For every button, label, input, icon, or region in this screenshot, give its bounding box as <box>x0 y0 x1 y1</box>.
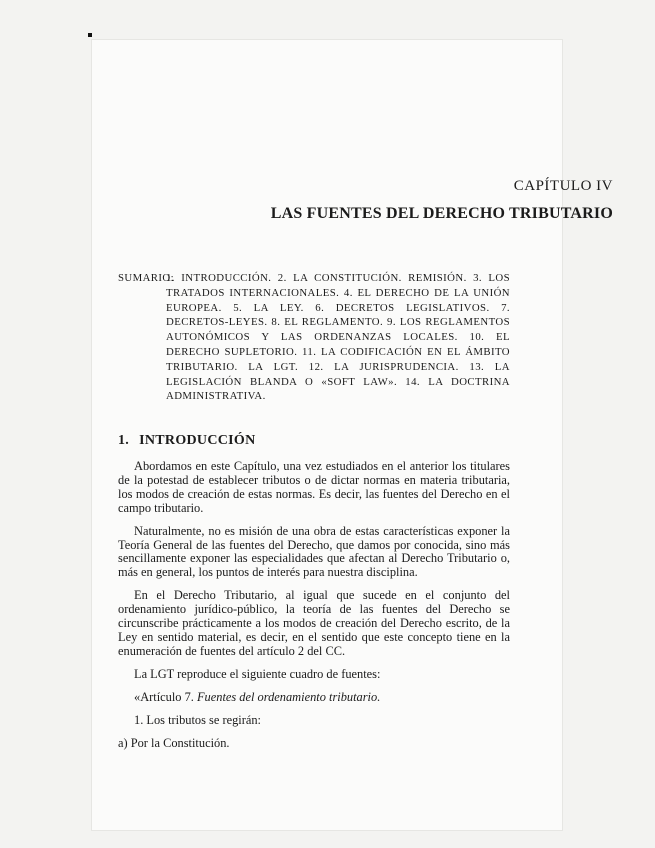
article-prefix: «Artículo 7. <box>134 689 197 704</box>
chapter-summary <box>118 271 510 404</box>
section-heading <box>118 433 266 449</box>
chapter-label: CAPÍTULO IV <box>513 178 613 194</box>
article-title: Fuentes del ordenamiento tributario. <box>196 689 381 704</box>
section-title: INTRODUCCIÓN <box>139 433 256 448</box>
summary-text: 1. INTRODUCCIÓN. 2. LA CONSTITUCIÓN. REMISIÓN. 3. LOS TRATADOS INTERNACIONALES. 4. EL DERECHO DE LA UNIÓN EUROPEA. 5. LA LEY. 6. DECRETOS LEGISLATIVOS. 7. DECRETOS-LEYES. 8. EL REGLAMENTO. 9. LOS REGLAMENTOS AUTONÓMICOS Y LAS ORDENANZAS LOCALES. 10. EL DERECHO SUPLETORIO. 11. LA CODIFICACIÓN EN EL ÁMBITO TRIBUTARIO. LA LGT. 12. LA JURISPRUDENCIA. 13. LA LEGISLACIÓN BLANDA O «SOFT LAW». 14. LA DOCTRINA ADMINISTRATIVA. <box>166 272 510 403</box>
paragraph: Abordamos en este Capítulo, una vez estudiados en el anterior los titulares de la potestad de establecer tributos o de dictar normas en materia tributaria, los modos de creación de estas normas. Es decir, las fuentes del Derecho en el campo tributario. <box>118 459 510 515</box>
scan-mark <box>88 33 92 37</box>
article-clause: 1. Los tributos se regirán: <box>134 712 261 727</box>
section-number: 1. <box>118 433 130 448</box>
body-text <box>118 460 510 759</box>
summary-label: SUMARIO: <box>118 272 174 284</box>
paragraph: Naturalmente, no es misión de una obra de estas características exponer la Teoría General de las fuentes del Derecho, que damos por conocida, sino más sencillamente exponer las especialidades que afectan al Derecho Tributario o, más en general, los puntos de interés para nuestra disciplina. <box>118 523 510 580</box>
chapter-title: LAS FUENTES DEL DERECHO TRIBUTARIO <box>270 205 613 222</box>
article-item: a) Por la Constitución. <box>118 735 230 750</box>
paragraph: En el Derecho Tributario, al igual que sucede en el conjunto del ordenamiento jurídico-público, la teoría de las fuentes del Derecho se circunscribe prácticamente a los modos de creación del Derecho escrito, de la Ley en sentido material, es decir, en el sentido que este concepto tiene en la enumeración de fuentes del artículo 2 del CC. <box>118 588 510 658</box>
article-heading <box>118 691 510 705</box>
paragraph: La LGT reproduce el siguiente cuadro de fuentes: <box>134 666 381 681</box>
